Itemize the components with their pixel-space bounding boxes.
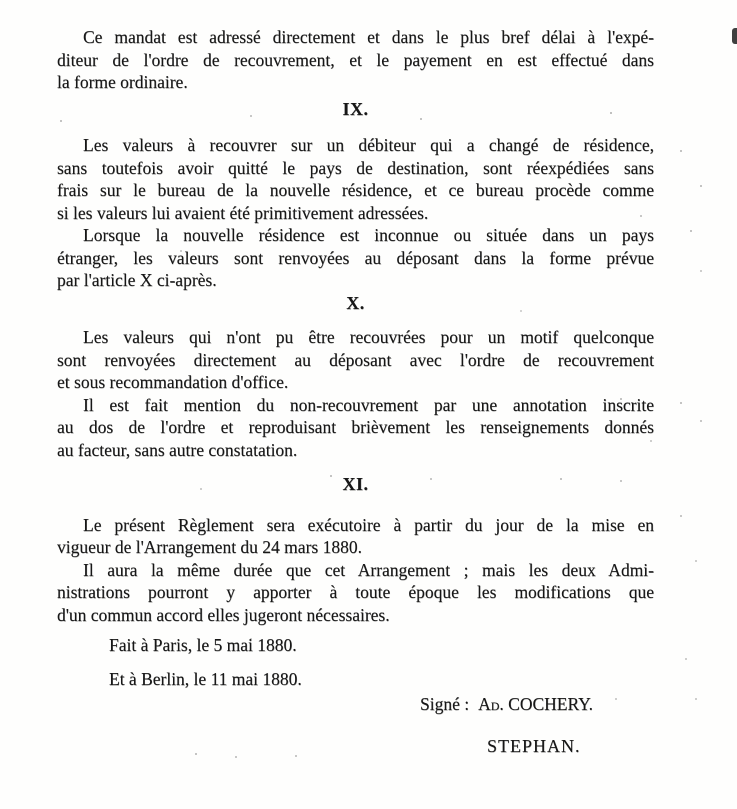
- text-line: au facteur, sans autre constatation.: [57, 439, 298, 460]
- text-line: diteur de l'ordre de recouvrement, et le payement en est effectué dans: [57, 49, 654, 70]
- text-line: Le présent Règlement sera exécutoire à partir du jour de la mise en: [83, 514, 654, 535]
- text-line: étranger, les valeurs sont renvoyées au déposant dans la forme prévue: [57, 247, 654, 268]
- paragraph-x-1: [57, 326, 654, 394]
- text-line: Il est fait mention du non-recouvrement par une annotation inscrite: [83, 394, 654, 415]
- text-line: Il aura la même durée que cet Arrangement ; mais les deux Admi-: [83, 559, 654, 580]
- paragraph-mandat: [57, 26, 654, 94]
- paragraph-xi-2: [57, 559, 654, 627]
- paragraph-ix-2: [57, 224, 654, 292]
- document-text: [57, 26, 654, 757]
- text-line: et sous recommandation d'office.: [57, 372, 289, 392]
- paragraph-ix-1: [57, 134, 654, 224]
- text-line: sans toutefois avoir quitté le pays de destination, sont réexpédiées sans: [57, 157, 654, 178]
- scan-edge-mark: [732, 28, 737, 44]
- text-line: Lorsque la nouvelle résidence est inconnue ou située dans un pays: [83, 225, 654, 245]
- text-line: la forme ordinaire.: [57, 72, 188, 92]
- text-line: vigueur de l'Arrangement du 24 mars 1880.: [57, 537, 362, 557]
- signature-cochery: [420, 693, 654, 716]
- text-line: par l'article X ci-après.: [57, 270, 217, 290]
- text-line: Ce mandat est adressé directement et dans le plus bref délai à l'expé-: [83, 27, 654, 47]
- dateline-paris: Fait à Paris, le 5 mai 1880.: [109, 635, 297, 655]
- text-line: nistrations pourront y apporter à toute époque les modifications que: [57, 582, 654, 602]
- signature-stephan: STEPHAN.: [487, 735, 581, 756]
- text-line: sont renvoyées directement au déposant avec l'ordre de recouvrement: [57, 349, 654, 370]
- signature-prefix: Signé :: [420, 694, 470, 714]
- text-line: au dos de l'ordre et reproduisant brièvement les renseignements donnés: [57, 417, 654, 437]
- section-heading-ix: IX.: [342, 98, 369, 119]
- text-line: d'un commun accord elles jugeront nécessaires.: [57, 604, 390, 625]
- section-heading-xi: XI.: [342, 474, 369, 494]
- text-line: Les valeurs à recouvrer sur un débiteur qui a changé de résidence,: [83, 135, 654, 155]
- text-line: frais sur le bureau de la nouvelle résidence, et ce bureau procède comme: [57, 180, 654, 200]
- text-line: si les valeurs lui avaient été primitivement adressées.: [57, 202, 429, 223]
- paragraph-x-2: [57, 394, 654, 462]
- dateline-berlin: Et à Berlin, le 11 mai 1880.: [109, 668, 302, 689]
- text-line: Les valeurs qui n'ont pu être recouvrées pour un motif quelconque: [83, 327, 654, 347]
- paragraph-xi-1: [57, 514, 654, 559]
- section-heading-x: X.: [346, 292, 365, 313]
- signatory-cochery: Ad. COCHERY.: [478, 694, 593, 714]
